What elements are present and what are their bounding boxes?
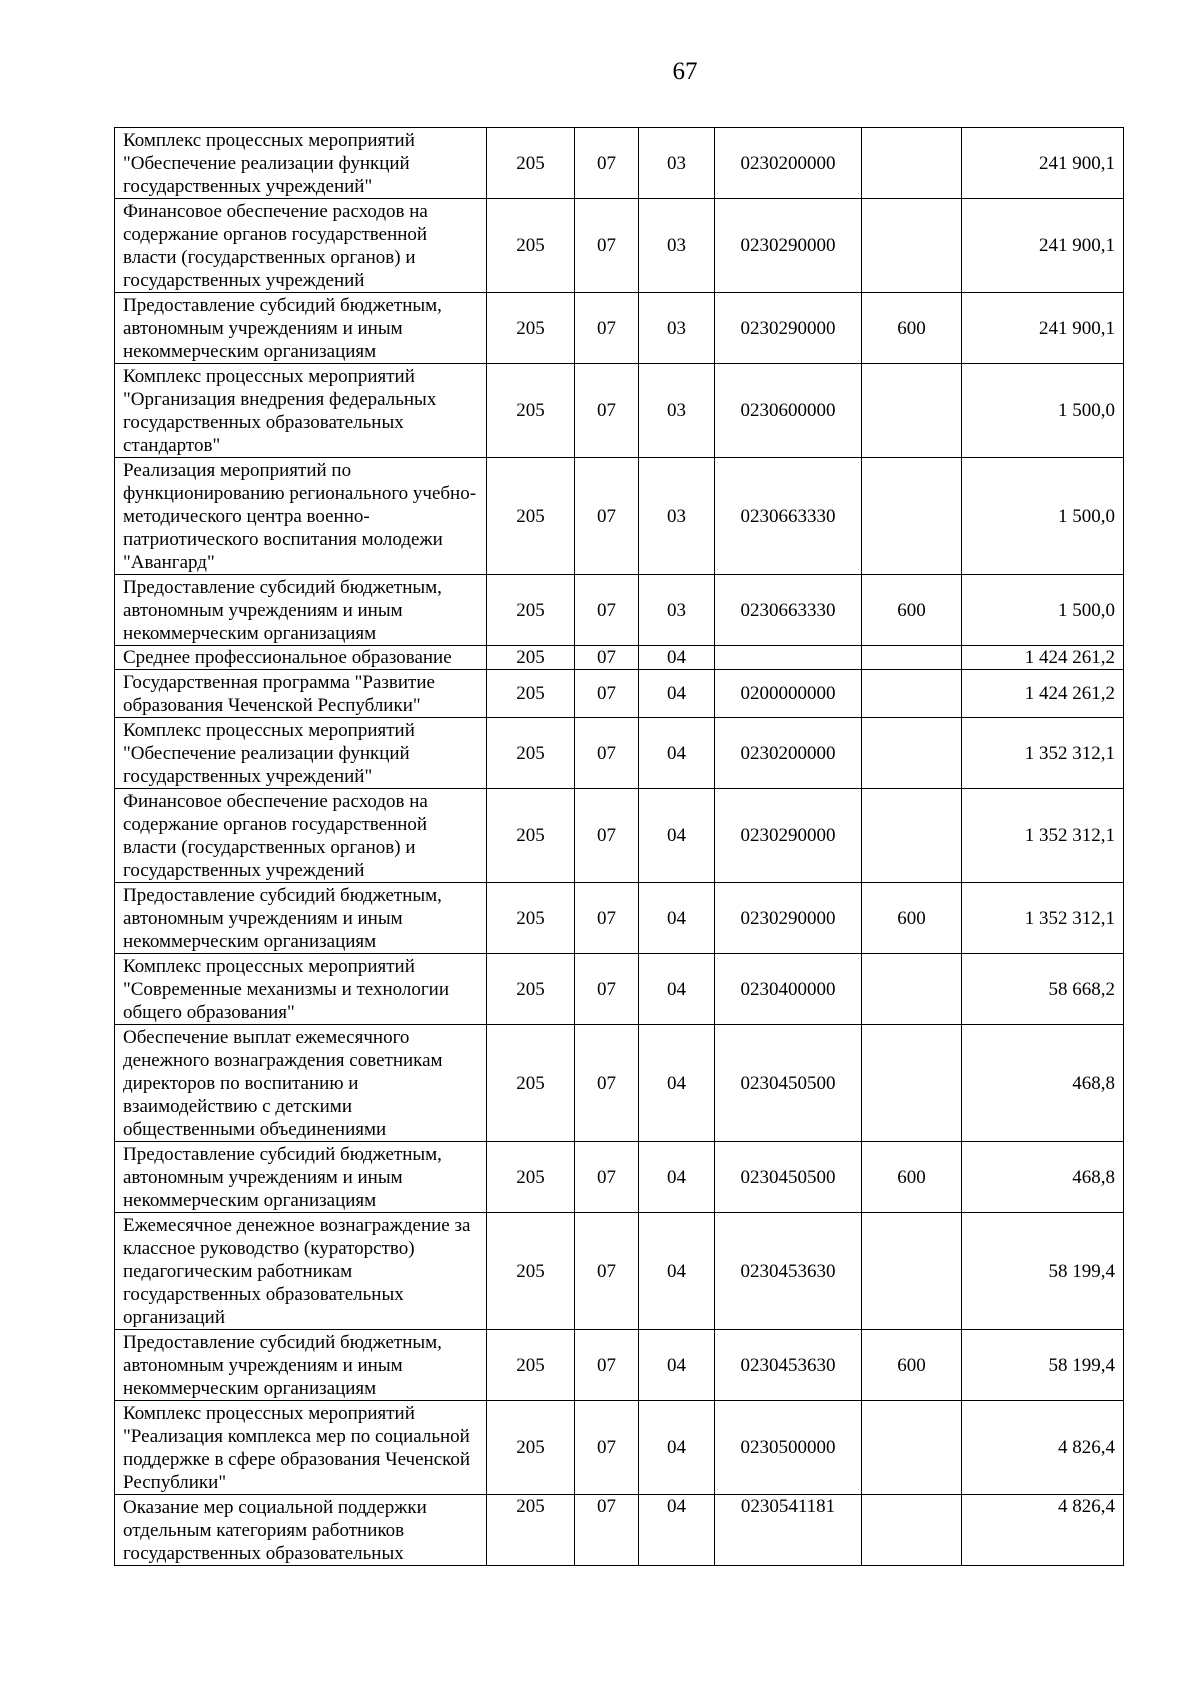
budget-table-body xyxy=(115,128,1124,1566)
pr-code: 03 xyxy=(639,199,715,293)
amount: 468,8 xyxy=(962,1025,1124,1142)
gr-code: 205 xyxy=(487,789,575,883)
row-name: Предоставление субсидий бюджетным, автономным учреждениям и иным некоммерческим организациям xyxy=(115,293,487,364)
amount: 58 668,2 xyxy=(962,954,1124,1025)
vr-code: 600 xyxy=(862,293,962,364)
table-row xyxy=(115,128,1124,199)
pr-code: 03 xyxy=(639,128,715,199)
vr-code xyxy=(862,670,962,718)
pr-code: 03 xyxy=(639,293,715,364)
csr-code: 0230200000 xyxy=(715,128,862,199)
gr-code: 205 xyxy=(487,1330,575,1401)
row-name: Оказание мер социальной поддержки отдельным категориям работников государственных образовательных xyxy=(115,1495,487,1566)
table-row xyxy=(115,1142,1124,1213)
pr-code: 03 xyxy=(639,364,715,458)
table-row xyxy=(115,293,1124,364)
gr-code: 205 xyxy=(487,718,575,789)
csr-code: 0230200000 xyxy=(715,718,862,789)
pr-code: 04 xyxy=(639,670,715,718)
table-row xyxy=(115,789,1124,883)
gr-code: 205 xyxy=(487,199,575,293)
row-name: Предоставление субсидий бюджетным, автономным учреждениям и иным некоммерческим организациям xyxy=(115,575,487,646)
rz-code: 07 xyxy=(575,670,639,718)
amount: 1 352 312,1 xyxy=(962,789,1124,883)
table-row xyxy=(115,575,1124,646)
pr-code: 04 xyxy=(639,718,715,789)
csr-code: 0230600000 xyxy=(715,364,862,458)
row-name: Государственная программа "Развитие образования Чеченской Республики" xyxy=(115,670,487,718)
csr-code: 0230541181 xyxy=(715,1495,862,1566)
csr-code: 0230290000 xyxy=(715,293,862,364)
vr-code xyxy=(862,954,962,1025)
vr-code: 600 xyxy=(862,1330,962,1401)
row-name: Комплекс процессных мероприятий "Организация внедрения федеральных государственных образовательных стандартов" xyxy=(115,364,487,458)
pr-code: 04 xyxy=(639,1330,715,1401)
amount: 241 900,1 xyxy=(962,128,1124,199)
row-name: Предоставление субсидий бюджетным, автономным учреждениям и иным некоммерческим организациям xyxy=(115,1330,487,1401)
pr-code: 04 xyxy=(639,789,715,883)
pr-code: 04 xyxy=(639,1213,715,1330)
vr-code: 600 xyxy=(862,883,962,954)
vr-code xyxy=(862,789,962,883)
table-row xyxy=(115,646,1124,670)
amount: 1 500,0 xyxy=(962,575,1124,646)
pr-code: 04 xyxy=(639,646,715,670)
amount: 1 500,0 xyxy=(962,364,1124,458)
pr-code: 03 xyxy=(639,575,715,646)
gr-code: 205 xyxy=(487,458,575,575)
row-name: Комплекс процессных мероприятий "Современные механизмы и технологии общего образования" xyxy=(115,954,487,1025)
csr-code: 0230453630 xyxy=(715,1213,862,1330)
gr-code: 205 xyxy=(487,1213,575,1330)
gr-code: 205 xyxy=(487,293,575,364)
page-number: 67 xyxy=(672,58,698,85)
vr-code xyxy=(862,646,962,670)
csr-code: 0230290000 xyxy=(715,789,862,883)
csr-code: 0230400000 xyxy=(715,954,862,1025)
vr-code xyxy=(862,458,962,575)
amount: 58 199,4 xyxy=(962,1213,1124,1330)
rz-code: 07 xyxy=(575,954,639,1025)
row-name: Комплекс процессных мероприятий "Обеспечение реализации функций государственных учреждений" xyxy=(115,128,487,199)
row-name: Предоставление субсидий бюджетным, автономным учреждениям и иным некоммерческим организациям xyxy=(115,1142,487,1213)
pr-code: 03 xyxy=(639,458,715,575)
gr-code: 205 xyxy=(487,1495,575,1566)
table-row xyxy=(115,954,1124,1025)
csr-code: 0230500000 xyxy=(715,1401,862,1495)
rz-code: 07 xyxy=(575,1495,639,1566)
rz-code: 07 xyxy=(575,575,639,646)
csr-code: 0230663330 xyxy=(715,458,862,575)
gr-code: 205 xyxy=(487,575,575,646)
rz-code: 07 xyxy=(575,293,639,364)
rz-code: 07 xyxy=(575,458,639,575)
csr-code: 0230450500 xyxy=(715,1025,862,1142)
vr-code: 600 xyxy=(862,1142,962,1213)
csr-code: 0230450500 xyxy=(715,1142,862,1213)
pr-code: 04 xyxy=(639,1495,715,1566)
row-name: Предоставление субсидий бюджетным, автономным учреждениям и иным некоммерческим организациям xyxy=(115,883,487,954)
vr-code xyxy=(862,1495,962,1566)
amount: 241 900,1 xyxy=(962,199,1124,293)
row-name: Ежемесячное денежное вознаграждение за классное руководство (кураторство) педагогическим работникам государственных образовательных организаций xyxy=(115,1213,487,1330)
table-row xyxy=(115,1330,1124,1401)
gr-code: 205 xyxy=(487,364,575,458)
table-row xyxy=(115,199,1124,293)
rz-code: 07 xyxy=(575,1025,639,1142)
amount: 1 352 312,1 xyxy=(962,883,1124,954)
rz-code: 07 xyxy=(575,128,639,199)
gr-code: 205 xyxy=(487,128,575,199)
rz-code: 07 xyxy=(575,789,639,883)
row-name: Финансовое обеспечение расходов на содержание органов государственной власти (государственных органов) и государственных учреждений xyxy=(115,789,487,883)
vr-code xyxy=(862,199,962,293)
table-row xyxy=(115,1025,1124,1142)
amount: 1 424 261,2 xyxy=(962,646,1124,670)
table-row xyxy=(115,1213,1124,1330)
amount: 241 900,1 xyxy=(962,293,1124,364)
rz-code: 07 xyxy=(575,646,639,670)
amount: 58 199,4 xyxy=(962,1330,1124,1401)
rz-code: 07 xyxy=(575,1401,639,1495)
table-row xyxy=(115,670,1124,718)
pr-code: 04 xyxy=(639,1401,715,1495)
vr-code xyxy=(862,718,962,789)
csr-code: 0230453630 xyxy=(715,1330,862,1401)
amount: 1 352 312,1 xyxy=(962,718,1124,789)
table-row xyxy=(115,883,1124,954)
csr-code: 0200000000 xyxy=(715,670,862,718)
row-name: Комплекс процессных мероприятий "Реализация комплекса мер по социальной поддержке в сфере образования Чеченской Республики" xyxy=(115,1401,487,1495)
vr-code xyxy=(862,1213,962,1330)
table-row xyxy=(115,364,1124,458)
table-row xyxy=(115,1495,1124,1566)
rz-code: 07 xyxy=(575,1142,639,1213)
rz-code: 07 xyxy=(575,364,639,458)
rz-code: 07 xyxy=(575,718,639,789)
rz-code: 07 xyxy=(575,1330,639,1401)
table-row xyxy=(115,1401,1124,1495)
gr-code: 205 xyxy=(487,954,575,1025)
rz-code: 07 xyxy=(575,1213,639,1330)
amount: 4 826,4 xyxy=(962,1401,1124,1495)
gr-code: 205 xyxy=(487,1025,575,1142)
vr-code xyxy=(862,1401,962,1495)
amount: 4 826,4 xyxy=(962,1495,1124,1566)
gr-code: 205 xyxy=(487,670,575,718)
gr-code: 205 xyxy=(487,883,575,954)
gr-code: 205 xyxy=(487,1401,575,1495)
gr-code: 205 xyxy=(487,1142,575,1213)
csr-code xyxy=(715,646,862,670)
amount: 468,8 xyxy=(962,1142,1124,1213)
vr-code xyxy=(862,128,962,199)
amount: 1 500,0 xyxy=(962,458,1124,575)
row-name: Реализация мероприятий по функционированию регионального учебно-методического центра военно-патриотического воспитания молодежи "Авангард" xyxy=(115,458,487,575)
gr-code: 205 xyxy=(487,646,575,670)
csr-code: 0230290000 xyxy=(715,883,862,954)
row-name: Обеспечение выплат ежемесячного денежного вознаграждения советникам директоров по воспитанию и взаимодействию с детскими общественными объединениями xyxy=(115,1025,487,1142)
pr-code: 04 xyxy=(639,883,715,954)
pr-code: 04 xyxy=(639,1142,715,1213)
budget-table xyxy=(114,127,1124,1566)
vr-code: 600 xyxy=(862,575,962,646)
row-name: Финансовое обеспечение расходов на содержание органов государственной власти (государственных органов) и государственных учреждений xyxy=(115,199,487,293)
amount: 1 424 261,2 xyxy=(962,670,1124,718)
row-name: Комплекс процессных мероприятий "Обеспечение реализации функций государственных учреждений" xyxy=(115,718,487,789)
table-row xyxy=(115,718,1124,789)
rz-code: 07 xyxy=(575,883,639,954)
pr-code: 04 xyxy=(639,954,715,1025)
rz-code: 07 xyxy=(575,199,639,293)
csr-code: 0230290000 xyxy=(715,199,862,293)
table-row xyxy=(115,458,1124,575)
vr-code xyxy=(862,364,962,458)
vr-code xyxy=(862,1025,962,1142)
csr-code: 0230663330 xyxy=(715,575,862,646)
row-name: Среднее профессиональное образование xyxy=(115,646,487,670)
pr-code: 04 xyxy=(639,1025,715,1142)
